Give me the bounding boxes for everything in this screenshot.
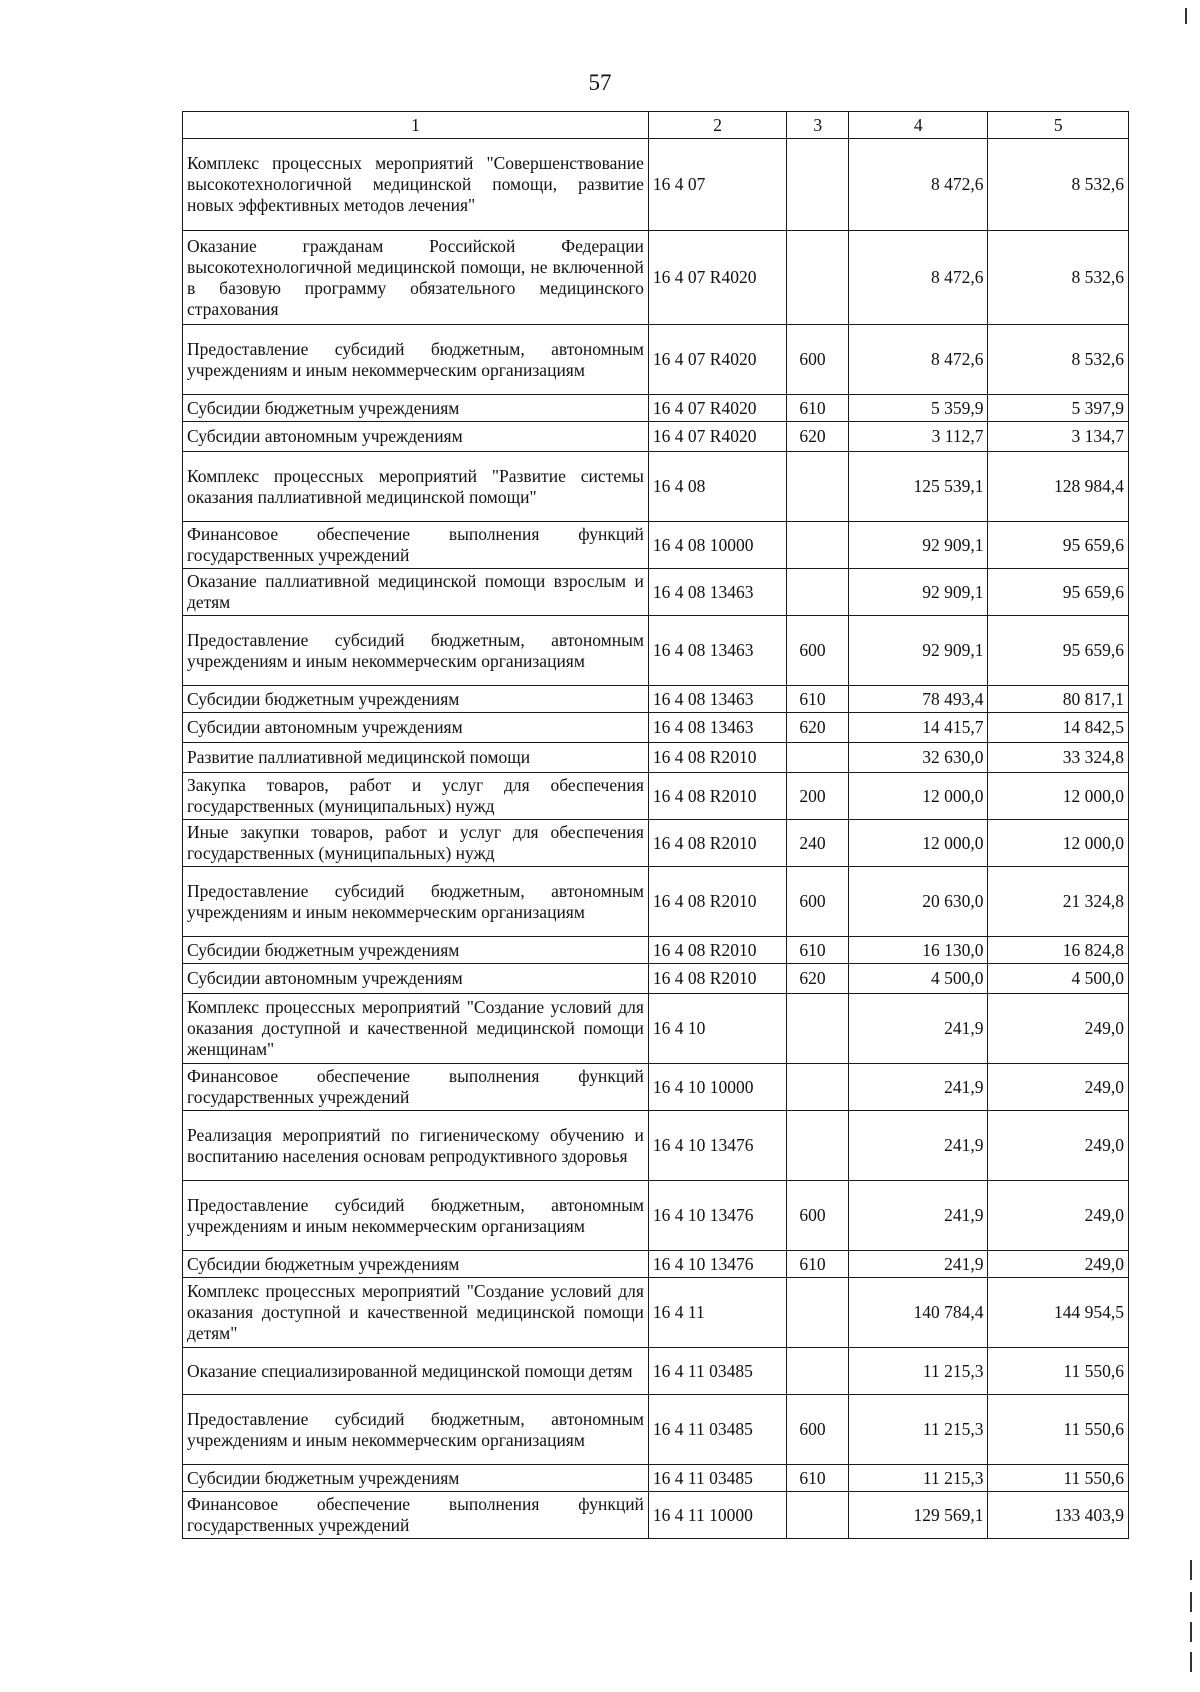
row-type-cell [787, 994, 849, 1064]
row-amount-year2-cell: 14 842,5 [988, 713, 1129, 743]
row-type-cell: 610 [787, 937, 849, 964]
column-header-5: 5 [988, 112, 1129, 139]
table-row [183, 1492, 1129, 1539]
table-row [183, 1251, 1129, 1278]
row-amount-year1-cell: 20 630,0 [849, 867, 988, 937]
table-row [183, 773, 1129, 820]
row-type-cell [787, 231, 849, 325]
row-type-cell [787, 1111, 849, 1181]
row-name-cell: Субсидии бюджетным учреждениям [183, 937, 649, 964]
row-name-cell: Комплекс процессных мероприятий "Создание условий для оказания доступной и качественной медицинской помощи детям" [183, 1278, 649, 1348]
row-code-cell: 16 4 08 13463 [648, 569, 786, 616]
row-type-cell: 240 [787, 820, 849, 867]
row-amount-year1-cell: 14 415,7 [849, 713, 988, 743]
row-name-cell: Субсидии автономным учреждениям [183, 713, 649, 743]
row-amount-year2-cell: 11 550,6 [988, 1395, 1129, 1465]
row-code-cell: 16 4 08 R2010 [648, 964, 786, 994]
row-code-cell: 16 4 11 [648, 1278, 786, 1348]
table-row [183, 1278, 1129, 1348]
row-type-cell: 620 [787, 422, 849, 452]
row-amount-year2-cell: 12 000,0 [988, 820, 1129, 867]
table-row [183, 522, 1129, 569]
row-code-cell: 16 4 08 R2010 [648, 743, 786, 773]
row-amount-year1-cell: 92 909,1 [849, 569, 988, 616]
table-row [183, 937, 1129, 964]
row-name-cell: Предоставление субсидий бюджетным, автономным учреждениям и иным некоммерческим организациям [183, 1181, 649, 1251]
row-name-cell: Развитие паллиативной медицинской помощи [183, 743, 649, 773]
row-code-cell: 16 4 07 R4020 [648, 325, 786, 395]
row-amount-year2-cell: 11 550,6 [988, 1465, 1129, 1492]
row-amount-year2-cell: 11 550,6 [988, 1348, 1129, 1395]
table-row [183, 1395, 1129, 1465]
row-amount-year1-cell: 5 359,9 [849, 395, 988, 422]
row-type-cell [787, 522, 849, 569]
table-row [183, 713, 1129, 743]
row-amount-year2-cell: 4 500,0 [988, 964, 1129, 994]
row-amount-year2-cell: 249,0 [988, 1111, 1129, 1181]
row-code-cell: 16 4 10 10000 [648, 1064, 786, 1111]
row-type-cell [787, 139, 849, 231]
row-name-cell: Субсидии бюджетным учреждениям [183, 686, 649, 713]
row-amount-year1-cell: 241,9 [849, 1251, 988, 1278]
row-name-cell: Финансовое обеспечение выполнения функций государственных учреждений [183, 522, 649, 569]
row-name-cell: Финансовое обеспечение выполнения функций государственных учреждений [183, 1064, 649, 1111]
scan-edge-mark [1185, 8, 1187, 24]
row-type-cell: 200 [787, 773, 849, 820]
page-number: 57 [588, 70, 612, 95]
table-row [183, 569, 1129, 616]
row-amount-year1-cell: 8 472,6 [849, 231, 988, 325]
row-name-cell: Комплекс процессных мероприятий "Развитие системы оказания паллиативной медицинской помощи" [183, 452, 649, 522]
column-header-1: 1 [183, 112, 649, 139]
row-amount-year2-cell: 249,0 [988, 1251, 1129, 1278]
row-code-cell: 16 4 08 10000 [648, 522, 786, 569]
row-code-cell: 16 4 08 [648, 452, 786, 522]
row-amount-year2-cell: 95 659,6 [988, 616, 1129, 686]
table-row [183, 139, 1129, 231]
row-amount-year2-cell: 249,0 [988, 994, 1129, 1064]
row-amount-year2-cell: 12 000,0 [988, 773, 1129, 820]
row-name-cell: Предоставление субсидий бюджетным, автономным учреждениям и иным некоммерческим организациям [183, 867, 649, 937]
table-row [183, 1348, 1129, 1395]
row-type-cell: 610 [787, 686, 849, 713]
column-header-4: 4 [849, 112, 988, 139]
row-type-cell: 600 [787, 1181, 849, 1251]
row-amount-year1-cell: 241,9 [849, 1111, 988, 1181]
row-amount-year1-cell: 12 000,0 [849, 773, 988, 820]
row-name-cell: Субсидии автономным учреждениям [183, 964, 649, 994]
row-amount-year2-cell: 33 324,8 [988, 743, 1129, 773]
table-header-row [183, 112, 1129, 139]
row-type-cell [787, 1064, 849, 1111]
table-row [183, 867, 1129, 937]
row-name-cell: Субсидии автономным учреждениям [183, 422, 649, 452]
row-amount-year1-cell: 11 215,3 [849, 1348, 988, 1395]
row-code-cell: 16 4 08 R2010 [648, 773, 786, 820]
row-type-cell: 610 [787, 395, 849, 422]
row-code-cell: 16 4 10 13476 [648, 1251, 786, 1278]
column-header-3: 3 [787, 112, 849, 139]
row-code-cell: 16 4 08 13463 [648, 686, 786, 713]
row-name-cell: Иные закупки товаров, работ и услуг для обеспечения государственных (муниципальных) нужд [183, 820, 649, 867]
row-code-cell: 16 4 11 10000 [648, 1492, 786, 1539]
table-row [183, 1465, 1129, 1492]
row-name-cell: Оказание специализированной медицинской помощи детям [183, 1348, 649, 1395]
row-type-cell: 610 [787, 1251, 849, 1278]
row-amount-year1-cell: 12 000,0 [849, 820, 988, 867]
scan-edge-mark [1190, 1560, 1192, 1580]
row-code-cell: 16 4 07 R4020 [648, 231, 786, 325]
row-type-cell: 620 [787, 964, 849, 994]
row-amount-year2-cell: 5 397,9 [988, 395, 1129, 422]
row-amount-year1-cell: 3 112,7 [849, 422, 988, 452]
table-row [183, 1181, 1129, 1251]
table-row [183, 395, 1129, 422]
row-amount-year1-cell: 11 215,3 [849, 1465, 988, 1492]
row-name-cell: Субсидии бюджетным учреждениям [183, 395, 649, 422]
row-amount-year2-cell: 80 817,1 [988, 686, 1129, 713]
row-code-cell: 16 4 07 R4020 [648, 422, 786, 452]
scan-edge-mark [1190, 1592, 1192, 1612]
row-type-cell [787, 452, 849, 522]
row-code-cell: 16 4 11 03485 [648, 1465, 786, 1492]
table-row [183, 1111, 1129, 1181]
row-code-cell: 16 4 10 [648, 994, 786, 1064]
row-amount-year1-cell: 140 784,4 [849, 1278, 988, 1348]
row-type-cell [787, 743, 849, 773]
row-amount-year2-cell: 249,0 [988, 1064, 1129, 1111]
row-amount-year2-cell: 128 984,4 [988, 452, 1129, 522]
row-code-cell: 16 4 10 13476 [648, 1111, 786, 1181]
table-body [183, 139, 1129, 1539]
row-amount-year1-cell: 241,9 [849, 1181, 988, 1251]
budget-table [182, 111, 1129, 1539]
table-row [183, 452, 1129, 522]
row-amount-year2-cell: 8 532,6 [988, 325, 1129, 395]
row-type-cell [787, 569, 849, 616]
row-amount-year1-cell: 125 539,1 [849, 452, 988, 522]
row-name-cell: Комплекс процессных мероприятий "Создание условий для оказания доступной и качественной медицинской помощи женщинам" [183, 994, 649, 1064]
row-type-cell [787, 1278, 849, 1348]
row-amount-year1-cell: 78 493,4 [849, 686, 988, 713]
row-amount-year2-cell: 21 324,8 [988, 867, 1129, 937]
row-amount-year2-cell: 8 532,6 [988, 231, 1129, 325]
row-amount-year1-cell: 92 909,1 [849, 616, 988, 686]
row-amount-year2-cell: 95 659,6 [988, 522, 1129, 569]
row-code-cell: 16 4 08 R2010 [648, 937, 786, 964]
row-type-cell: 610 [787, 1465, 849, 1492]
row-type-cell [787, 1348, 849, 1395]
row-amount-year2-cell: 144 954,5 [988, 1278, 1129, 1348]
row-name-cell: Оказание паллиативной медицинской помощи взрослым и детям [183, 569, 649, 616]
table-row [183, 820, 1129, 867]
row-amount-year2-cell: 8 532,6 [988, 139, 1129, 231]
table-row [183, 964, 1129, 994]
row-amount-year1-cell: 32 630,0 [849, 743, 988, 773]
table-row [183, 686, 1129, 713]
row-code-cell: 16 4 08 R2010 [648, 820, 786, 867]
row-code-cell: 16 4 08 13463 [648, 616, 786, 686]
row-code-cell: 16 4 07 [648, 139, 786, 231]
row-type-cell: 600 [787, 1395, 849, 1465]
row-name-cell: Субсидии бюджетным учреждениям [183, 1465, 649, 1492]
row-amount-year1-cell: 11 215,3 [849, 1395, 988, 1465]
table-row [183, 1064, 1129, 1111]
row-type-cell: 600 [787, 325, 849, 395]
row-type-cell: 600 [787, 616, 849, 686]
column-header-2: 2 [648, 112, 786, 139]
row-amount-year1-cell: 8 472,6 [849, 325, 988, 395]
scan-edge-mark [1190, 1622, 1192, 1642]
row-name-cell: Предоставление субсидий бюджетным, автономным учреждениям и иным некоммерческим организациям [183, 1395, 649, 1465]
row-name-cell: Закупка товаров, работ и услуг для обеспечения государственных (муниципальных) нужд [183, 773, 649, 820]
table-row [183, 616, 1129, 686]
row-amount-year1-cell: 16 130,0 [849, 937, 988, 964]
row-amount-year2-cell: 95 659,6 [988, 569, 1129, 616]
table-row [183, 422, 1129, 452]
row-amount-year2-cell: 16 824,8 [988, 937, 1129, 964]
row-amount-year2-cell: 3 134,7 [988, 422, 1129, 452]
row-code-cell: 16 4 10 13476 [648, 1181, 786, 1251]
scan-edge-mark [1190, 1652, 1192, 1672]
table-row [183, 743, 1129, 773]
row-type-cell [787, 1492, 849, 1539]
table-row [183, 994, 1129, 1064]
table-row [183, 231, 1129, 325]
row-amount-year1-cell: 4 500,0 [849, 964, 988, 994]
row-code-cell: 16 4 11 03485 [648, 1395, 786, 1465]
row-code-cell: 16 4 07 R4020 [648, 395, 786, 422]
row-amount-year2-cell: 249,0 [988, 1181, 1129, 1251]
row-name-cell: Оказание гражданам Российской Федерации высокотехнологичной медицинской помощи, не включенной в базовую программу обязательного медицинского страхования [183, 231, 649, 325]
row-amount-year1-cell: 92 909,1 [849, 522, 988, 569]
row-type-cell: 620 [787, 713, 849, 743]
row-name-cell: Предоставление субсидий бюджетным, автономным учреждениям и иным некоммерческим организациям [183, 325, 649, 395]
row-name-cell: Комплекс процессных мероприятий "Совершенствование высокотехнологичной медицинской помощи, развитие новых эффективных методов лечения" [183, 139, 649, 231]
row-amount-year1-cell: 129 569,1 [849, 1492, 988, 1539]
row-amount-year1-cell: 8 472,6 [849, 139, 988, 231]
row-code-cell: 16 4 11 03485 [648, 1348, 786, 1395]
row-name-cell: Предоставление субсидий бюджетным, автономным учреждениям и иным некоммерческим организациям [183, 616, 649, 686]
row-code-cell: 16 4 08 R2010 [648, 867, 786, 937]
table-row [183, 325, 1129, 395]
row-type-cell: 600 [787, 867, 849, 937]
row-amount-year2-cell: 133 403,9 [988, 1492, 1129, 1539]
row-name-cell: Субсидии бюджетным учреждениям [183, 1251, 649, 1278]
row-code-cell: 16 4 08 13463 [648, 713, 786, 743]
row-name-cell: Реализация мероприятий по гигиеническому обучению и воспитанию населения основам репродуктивного здоровья [183, 1111, 649, 1181]
row-name-cell: Финансовое обеспечение выполнения функций государственных учреждений [183, 1492, 649, 1539]
row-amount-year1-cell: 241,9 [849, 1064, 988, 1111]
row-amount-year1-cell: 241,9 [849, 994, 988, 1064]
